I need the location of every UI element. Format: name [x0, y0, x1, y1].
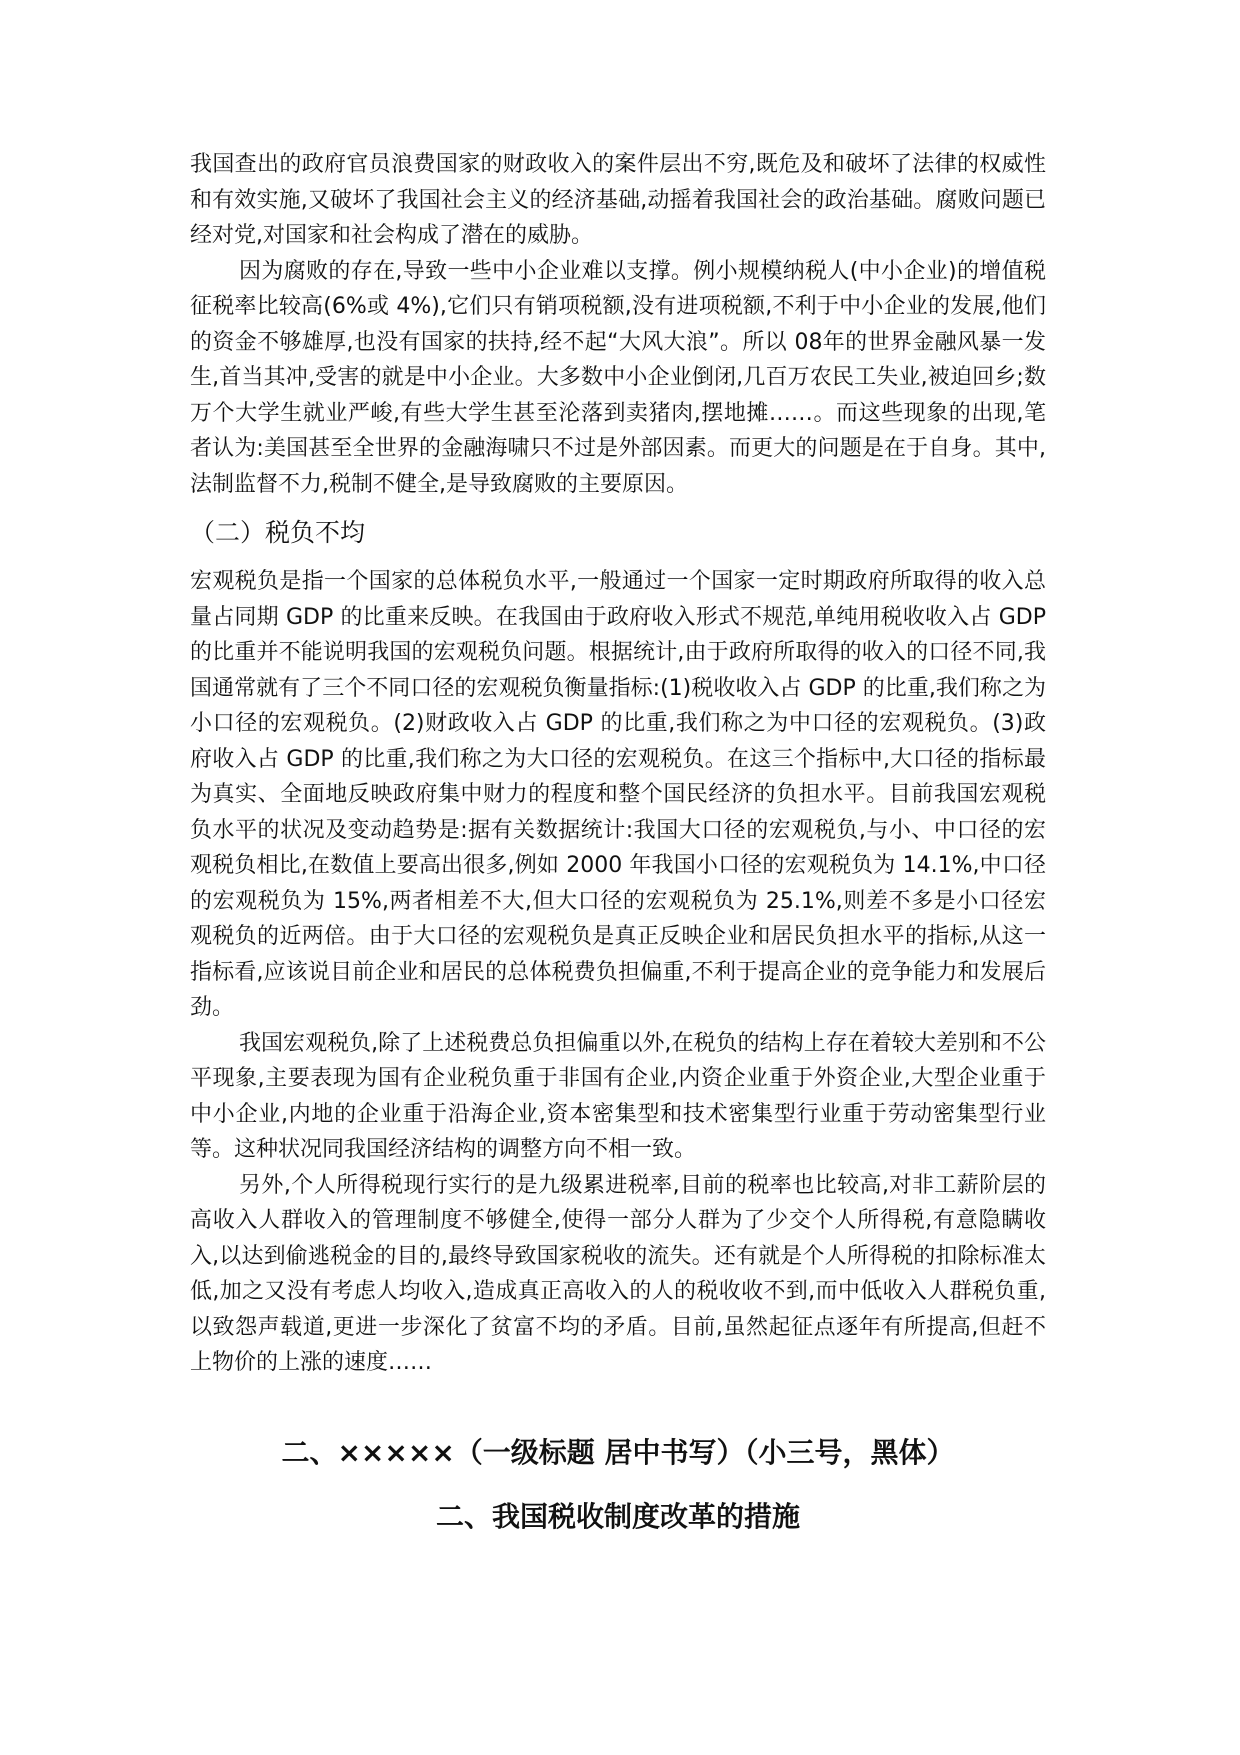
document-body	[190, 147, 1046, 1537]
paragraph-tax-structure: 我国宏观税负,除了上述税费总负担偏重以外,在税负的结构上存在着较大差别和不公平现象,主要表现为国有企业税负重于非国有企业,内资企业重于外资企业,大型企业重于中小企业,内地的企业重于沿海企业,资本密集型和技术密集型行业重于劳动密集型行业等。这种状况同我国经济结构的调整方向不相一致。	[190, 1030, 1046, 1162]
paragraph-macro-tax-burden: 宏观税负是指一个国家的总体税负水平,一般通过一个国家一定时期政府所取得的收入总量占同期 GDP 的比重来反映。在我国由于政府收入形式不规范,单纯用税收收入占 GDP 的比重并不能说明我国的宏观税负问题。根据统计,由于政府所取得的收入的口径不同,我国通常就有了三个不同口径的宏观税负衡量指标:(1)税收收入占 GDP 的比重,我们称之为小口径的宏观税负。(2)财政收入占 GDP 的比重,我们称之为中口径的宏观税负。(3)政府收入占 GDP 的比重,我们称之为大口径的宏观税负。在这三个指标中,大口径的指标最为真实、全面地反映政府集中财力的程度和整个国民经济的负担水平。目前我国宏观税负水平的状况及变动趋势是:据有关数据统计:我国大口径的宏观税负,与小、中口径的宏观税负相比,在数值上要高出很多,例如 2000 年我国小口径的宏观税负为 14.1%,中口径的宏观税负为 15%,两者相差不大,但大口径的宏观税负为 25.1%,则差不多是小口径宏观税负的近两倍。由于大口径的宏观税负是真正反映企业和居民负担水平的指标,从这一指标看,应该说目前企业和居民的总体税费负担偏重,不利于提高企业的竞争能力和发展后劲。	[190, 569, 1046, 1020]
section-heading-uneven-tax-burden: （二）税负不均	[190, 518, 366, 547]
paragraph-personal-income-tax: 另外,个人所得税现行实行的是九级累进税率,目前的税率也比较高,对非工薪阶层的高收入人群收入的管理制度不够健全,使得一部分人群为了少交个人所得税,有意隐瞒收入,以达到偷逃税金的目的,最终导致国家税收的流失。还有就是个人所得税的扣除标准太低,加之又没有考虑人均收入,造成真正高收入的人的税收收不到,而中低收入人群税负重,以致怨声载道,更进一步深化了贫富不均的矛盾。目前,虽然起征点逐年有所提高,但赶不上物价的上涨的速度……	[190, 1172, 1046, 1375]
paragraph-sme-impact: 因为腐败的存在,导致一些中小企业难以支撑。例小规模纳税人(中小企业)的增值税征税率比较高(6%或 4%),它们只有销项税额,没有进项税额,不利于中小企业的发展,他们的资金不够雄厚,也没有国家的扶持,经不起“大风大浪”。所以 08年的世界金融风暴一发生,首当其冲,受害的就是中小企业。大多数中小企业倒闭,几百万农民工失业,被迫回乡;数万个大学生就业严峻,有些大学生甚至沦落到卖猪肉,摆地摊……。而这些现象的出现,笔者认为:美国甚至全世界的金融海啸只不过是外部因素。而更大的问题是在于自身。其中,法制监督不力,税制不健全,是导致腐败的主要原因。	[190, 258, 1046, 497]
chapter-title: 二、我国税收制度改革的措施	[435, 1499, 800, 1533]
chapter-title-template: 二、×××××（一级标题 居中书写）（小三号，黑体）	[281, 1435, 955, 1469]
paragraph-corruption-continued: 我国查出的政府官员浪费国家的财政收入的案件层出不穷,既危及和破坏了法律的权威性和有效实施,又破坏了我国社会主义的经济基础,动摇着我国社会的政治基础。腐败问题已经对党,对国家和社会构成了潜在的威胁。	[190, 152, 1046, 248]
